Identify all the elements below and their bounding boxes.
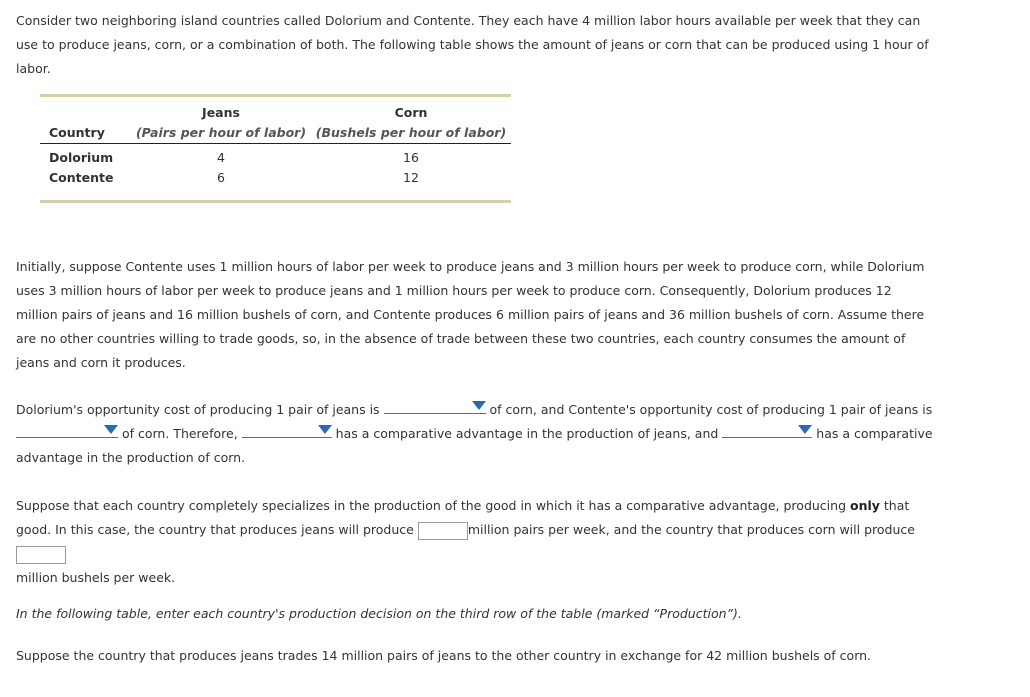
row-jeans-value: 4 bbox=[217, 149, 225, 165]
table-row bbox=[40, 170, 511, 202]
chevron-down-icon bbox=[472, 401, 486, 410]
opportunity-cost-question: Dolorium's opportunity cost of producing 1 pair of jeans is of corn, and Contente's opportunity cost of producing 1 pair of jeans is of corn. Therefore, has a comparative advantage in the production of jeans, and has a comparative advantage in the production of corn. bbox=[16, 398, 936, 470]
chevron-down-icon bbox=[104, 425, 118, 434]
jeans-advantage-country-dropdown[interactable] bbox=[242, 423, 332, 438]
dolorium-opportunity-cost-dropdown[interactable] bbox=[384, 399, 486, 414]
corn-amount-input[interactable] bbox=[16, 546, 66, 564]
table-row bbox=[40, 144, 511, 171]
chevron-down-icon bbox=[798, 425, 812, 434]
contente-opportunity-cost-dropdown[interactable] bbox=[16, 423, 118, 438]
header-jeans-unit: (Pairs per hour of labor) bbox=[131, 121, 311, 144]
row-corn-value: 12 bbox=[403, 170, 419, 185]
corn-advantage-country-dropdown[interactable] bbox=[722, 423, 812, 438]
row-corn-value: 16 bbox=[403, 149, 419, 165]
header-country: Country bbox=[40, 121, 131, 144]
row-jeans-value: 6 bbox=[217, 170, 225, 185]
labor-productivity-table bbox=[40, 94, 511, 203]
row-country: Dolorium bbox=[49, 149, 114, 165]
jeans-amount-input[interactable] bbox=[418, 522, 468, 540]
chevron-down-icon bbox=[318, 425, 332, 434]
intro-text: Consider two neighboring island countries called Dolorium and Contente. They each have 4 million labor hours available per week that they can use to produce jeans, corn, or a combination of both. The following table shows the amount of jeans or corn that can be produced using 1 hour of labor. bbox=[16, 13, 929, 76]
header-jeans: Jeans bbox=[202, 104, 240, 120]
header-corn-unit: (Bushels per hour of labor) bbox=[311, 121, 511, 144]
scenario-text: Initially, suppose Contente uses 1 million hours of labor per week to produce jeans and 3 million hours per week to produce corn, while Dolorium uses 3 million hours of labor per week to produce jeans and 1 million hours per week to produce corn. Consequently, Dolorium produces 12 million pairs of jeans and 16 million bushels of corn, and Contente produces 6 million pairs of jeans and 36 million bushels of corn. Assume there are no other countries willing to trade goods, so, in the absence of trade between these two countries, each country consumes the amount of jeans and corn it produces. bbox=[16, 259, 925, 370]
emphasis-only: only bbox=[849, 498, 880, 513]
header-corn: Corn bbox=[394, 104, 428, 120]
trade-scenario-text: Suppose the country that produces jeans trades 14 million pairs of jeans to the other country in exchange for 42 million bushels of corn. bbox=[16, 648, 872, 663]
row-country: Contente bbox=[49, 170, 114, 185]
specialization-question: Suppose that each country completely specializes in the production of the good in which it has a comparative advantage, producing only that good. In this case, the country that produces jeans will produce million pairs per week, and the country that produces corn will produce million bushels per week. bbox=[16, 498, 915, 585]
instruction-text: In the following table, enter each country's production decision on the third row of the table (marked “Production”). bbox=[16, 606, 742, 621]
